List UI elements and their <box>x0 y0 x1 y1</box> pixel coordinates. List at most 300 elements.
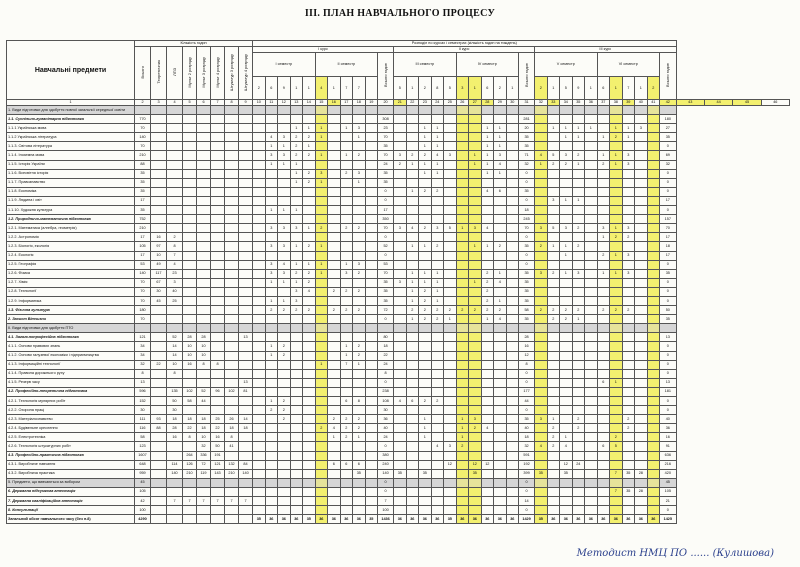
hours-cell <box>211 187 225 196</box>
week-hours-cell <box>597 424 610 433</box>
week-hours-cell <box>290 233 303 242</box>
course-total-cell: 13 <box>660 333 676 342</box>
course-total-cell: 17 <box>660 251 676 260</box>
week-hours-cell <box>278 469 291 478</box>
week-hours-cell <box>585 196 598 205</box>
week-hours-cell <box>610 424 623 433</box>
week-hours-cell <box>506 360 519 369</box>
hours-cell <box>211 115 225 124</box>
week-hours-cell: 36 <box>265 515 278 524</box>
week-hours-cell <box>278 433 291 442</box>
week-hours-cell <box>315 233 328 242</box>
hours-cell <box>167 151 183 160</box>
subject-name: 2. Захист Вітчизни <box>7 315 135 324</box>
hours-cell: 752 <box>135 215 151 224</box>
week-hours-cell <box>394 342 407 351</box>
hours-cell <box>225 306 239 315</box>
week-hours-cell <box>353 296 366 305</box>
week-hours-cell <box>572 296 585 305</box>
week-hours-cell <box>610 360 623 369</box>
week-hours-cell <box>456 351 469 360</box>
week-hours-cell: 1 <box>431 142 444 151</box>
week-hours-cell <box>431 469 444 478</box>
hours-cell <box>183 306 197 315</box>
table-row <box>7 442 790 451</box>
week-hours-cell: 2 <box>597 251 610 260</box>
week-hours-cell: 3 <box>265 224 278 233</box>
week-hours-cell: 1 <box>494 169 507 178</box>
week-hours-cell <box>278 487 291 496</box>
week-hours-cell <box>444 206 457 215</box>
subject-name: 5. Предмети, що вивчаються за вибором <box>7 478 135 487</box>
hours-cell: 45 <box>151 296 167 305</box>
week-hours-cell <box>419 478 432 487</box>
week-hours-cell: 1 <box>610 151 623 160</box>
week-hours-cell <box>406 487 419 496</box>
hours-cell: 111 <box>135 415 151 424</box>
week-hours-cell <box>622 333 635 342</box>
week-hours-cell <box>328 224 341 233</box>
week-hours-cell <box>419 196 432 205</box>
hours-cell <box>225 224 239 233</box>
course-total-cell: 0 <box>519 487 535 496</box>
week-hours-cell <box>494 406 507 415</box>
week-hours-cell <box>635 433 648 442</box>
column-number: 31 <box>519 100 535 106</box>
week-hours-cell <box>572 469 585 478</box>
week-hours-cell <box>253 224 266 233</box>
hours-cell: 3 <box>167 278 183 287</box>
week-hours-cell <box>597 242 610 251</box>
week-hours-cell <box>365 251 378 260</box>
week-hours-cell <box>328 387 341 396</box>
week-hours-cell <box>647 442 660 451</box>
week-hours-cell: 2 <box>431 315 444 324</box>
week-hours-cell <box>253 287 266 296</box>
hours-cell <box>183 124 197 133</box>
week-hours-cell <box>535 460 548 469</box>
week-hours-cell: 3 <box>622 151 635 160</box>
course-total-cell: 0 <box>660 342 676 351</box>
week-hours-cell <box>253 269 266 278</box>
week-hours-cell <box>353 187 366 196</box>
week-hours-cell: 3 <box>290 296 303 305</box>
week-hours-cell <box>290 196 303 205</box>
week-hours-cell: 3 <box>560 224 573 233</box>
week-hours-cell <box>253 424 266 433</box>
week-hours-cell <box>353 206 366 215</box>
week-hours-cell <box>419 360 432 369</box>
week-hours-cell <box>506 287 519 296</box>
week-hours-cell <box>597 451 610 460</box>
week-hours-cell <box>315 160 328 169</box>
week-hours-cell <box>494 497 507 506</box>
week-hours-cell <box>365 460 378 469</box>
week-hours-cell <box>572 287 585 296</box>
course-total-cell: 0 <box>378 233 394 242</box>
week-hours-cell: 1 <box>572 196 585 205</box>
subject-name: 4.2. Професійно-теоретична підготовка <box>7 387 135 396</box>
hours-cell: 121 <box>211 460 225 469</box>
week-hours-cell: 7 <box>610 469 623 478</box>
course-total-cell: 0 <box>519 251 535 260</box>
week-hours-cell <box>253 478 266 487</box>
week-hours-cell <box>419 460 432 469</box>
week-hours-cell <box>315 251 328 260</box>
week-hours-cell <box>610 387 623 396</box>
hours-cell <box>197 369 211 378</box>
course-total-cell: 100 <box>378 506 394 515</box>
week-hours-cell: 1 <box>547 415 560 424</box>
week-hours-cell <box>535 233 548 242</box>
plan-table-header <box>7 41 790 106</box>
week-hours-cell <box>506 415 519 424</box>
hours-cell <box>225 506 239 515</box>
week-hours-cell <box>635 242 648 251</box>
hours-cell: 81 <box>239 387 253 396</box>
week-hours-cell <box>635 315 648 324</box>
week-hours-cell: 35 <box>394 469 407 478</box>
hours-cell <box>225 378 239 387</box>
week-hours-cell <box>535 342 548 351</box>
week-hours-cell: 1 <box>560 242 573 251</box>
week-hours-cell <box>265 315 278 324</box>
week-hours-cell <box>253 260 266 269</box>
week-hours-cell: 1 <box>406 315 419 324</box>
course-total-cell: 35 <box>378 169 394 178</box>
week-hours-cell <box>365 478 378 487</box>
column-number: 19 <box>365 100 378 106</box>
week-hours-cell <box>597 115 610 124</box>
week-hours-cell <box>635 351 648 360</box>
week-hours-cell <box>394 106 407 115</box>
week-hours-cell: 2 <box>278 342 291 351</box>
week-hours-cell: 36 <box>431 515 444 524</box>
week-hours-cell: 2 <box>353 287 366 296</box>
course-total-cell: 21 <box>660 497 676 506</box>
week-hours-cell <box>353 506 366 515</box>
course-total-cell: 70 <box>378 133 394 142</box>
hours-cell: 72 <box>197 460 211 469</box>
hours-cell: 32 <box>197 442 211 451</box>
week-hours-cell <box>469 269 482 278</box>
hours-cell: 84 <box>239 460 253 469</box>
week-hours-cell <box>419 106 432 115</box>
table-row <box>7 424 790 433</box>
week-hours-cell: 2 <box>597 306 610 315</box>
table-row <box>7 115 790 124</box>
hours-col-label: Мульт 3 розряду <box>200 56 206 88</box>
hours-cell: 8 <box>167 369 183 378</box>
week-hours-cell <box>535 187 548 196</box>
hours-cell <box>239 215 253 224</box>
course-total-cell: 35 <box>660 269 676 278</box>
week-hours-cell <box>253 315 266 324</box>
week-hours-cell <box>647 451 660 460</box>
hours-cell <box>239 260 253 269</box>
week-hours-cell <box>506 106 519 115</box>
hours-cell <box>167 378 183 387</box>
week-hours-cell <box>365 506 378 515</box>
week-hours-cell <box>494 451 507 460</box>
hours-cell: 70 <box>135 142 151 151</box>
week-hours-cell: 1 <box>494 124 507 133</box>
subject-name: 1. Види підготовки для здобуття повної загальної середньої освіти <box>7 106 135 115</box>
week-hours-cell: 2 <box>547 315 560 324</box>
week-hours-cell <box>622 215 635 224</box>
hours-cell: 58 <box>183 397 197 406</box>
week-hours-cell: 1 <box>303 124 316 133</box>
subject-name: 4.2.2. Охорона праці <box>7 406 135 415</box>
week-hours-cell <box>469 178 482 187</box>
hours-col-header <box>239 47 253 100</box>
week-hours-cell <box>622 187 635 196</box>
week-hours-cell <box>456 469 469 478</box>
course-total-cell: 0 <box>378 378 394 387</box>
subject-name: 1.2.1. Математика (алгебра, геометрія) <box>7 224 135 233</box>
week-hours-cell: 2 <box>494 242 507 251</box>
week-hours-cell: 3 <box>290 287 303 296</box>
week-hours-cell: 1 <box>560 269 573 278</box>
hours-cell <box>225 324 239 333</box>
week-hours-cell <box>622 324 635 333</box>
week-hours-cell <box>353 215 366 224</box>
week-hours-cell <box>419 233 432 242</box>
table-row <box>7 460 790 469</box>
week-hours-cell <box>456 178 469 187</box>
week-hours-cell <box>253 460 266 469</box>
hours-cell <box>197 106 211 115</box>
week-hours-cell <box>597 169 610 178</box>
hours-cell <box>225 487 239 496</box>
table-row <box>7 160 790 169</box>
hours-cell <box>239 406 253 415</box>
course-total-cell: 18 <box>378 342 394 351</box>
course-total-cell: 32 <box>660 160 676 169</box>
week-hours-cell: 4 <box>481 224 494 233</box>
week-hours-cell <box>278 169 291 178</box>
course-total-cell: 0 <box>660 142 676 151</box>
week-hours-cell: 3 <box>622 224 635 233</box>
week-hours-cell: 1 <box>419 433 432 442</box>
week-hours-cell <box>303 187 316 196</box>
hours-cell <box>151 369 167 378</box>
hours-cell <box>183 296 197 305</box>
hours-cell: 7 <box>197 497 211 506</box>
week-hours-cell <box>290 333 303 342</box>
week-hours-cell <box>253 497 266 506</box>
hours-cell: 88 <box>151 424 167 433</box>
hours-cell <box>167 206 183 215</box>
week-hours-cell <box>597 287 610 296</box>
week-hours-cell <box>419 506 432 515</box>
week-hours-cell <box>365 215 378 224</box>
week-hours-cell <box>431 260 444 269</box>
week-hours-cell: 36 <box>610 515 623 524</box>
hours-cell <box>225 242 239 251</box>
week-hours-cell: 1 <box>265 351 278 360</box>
hours-cell <box>239 324 253 333</box>
course-total-cell: 0 <box>660 206 676 215</box>
week-hours-cell <box>315 351 328 360</box>
week-hours-cell: 36 <box>469 515 482 524</box>
week-hours-cell: 2 <box>419 306 432 315</box>
week-hours-cell <box>494 487 507 496</box>
week-hours-cell: 1 <box>572 124 585 133</box>
week-hours-cell <box>303 387 316 396</box>
course-total-cell: 35 <box>378 287 394 296</box>
week-hours-cell <box>622 351 635 360</box>
week-hours-cell <box>597 278 610 287</box>
week-hours-cell: 1 <box>406 287 419 296</box>
hours-cell: 7 <box>167 251 183 260</box>
week-hours-cell <box>585 487 598 496</box>
week-hours-cell: 4 <box>494 315 507 324</box>
week-hours-cell: 1 <box>431 160 444 169</box>
hours-cell: 97 <box>151 242 167 251</box>
week-hours-cell <box>253 469 266 478</box>
week-hours-cell <box>278 378 291 387</box>
week-hours-cell <box>506 233 519 242</box>
week-hours-cell <box>431 460 444 469</box>
week-hours-cell <box>506 451 519 460</box>
week-hours-cell <box>444 278 457 287</box>
week-hours-cell: 3 <box>494 151 507 160</box>
week-hours-cell <box>394 387 407 396</box>
subject-name: 1.1.6. Всесвітня історія <box>7 169 135 178</box>
week-hours-cell: 35 <box>253 515 266 524</box>
table-row <box>7 187 790 196</box>
week-hours-cell <box>406 424 419 433</box>
week-count: 1 <box>610 77 623 100</box>
week-hours-cell <box>585 242 598 251</box>
week-hours-cell <box>597 497 610 506</box>
hours-cell <box>183 278 197 287</box>
week-hours-cell <box>419 251 432 260</box>
hours-cell <box>183 224 197 233</box>
column-number: 5 <box>183 100 197 106</box>
week-hours-cell: 1 <box>265 142 278 151</box>
week-hours-cell <box>290 315 303 324</box>
hours-cell <box>239 351 253 360</box>
week-hours-cell <box>481 251 494 260</box>
week-hours-cell <box>365 324 378 333</box>
hours-cell <box>211 315 225 324</box>
week-hours-cell: 2 <box>353 269 366 278</box>
week-hours-cell <box>456 278 469 287</box>
week-hours-cell <box>547 287 560 296</box>
week-hours-cell <box>560 187 573 196</box>
week-hours-cell <box>328 487 341 496</box>
week-hours-cell <box>635 424 648 433</box>
week-hours-cell: 2 <box>353 306 366 315</box>
week-hours-cell <box>328 196 341 205</box>
week-hours-cell <box>394 233 407 242</box>
hours-cell: 70 <box>135 315 151 324</box>
week-hours-cell <box>444 397 457 406</box>
week-hours-cell <box>647 424 660 433</box>
week-hours-cell <box>406 451 419 460</box>
course-total-cell: 0 <box>378 196 394 205</box>
week-hours-cell <box>406 406 419 415</box>
week-hours-cell <box>278 215 291 224</box>
column-number: 11 <box>265 100 278 106</box>
hours-cell: 8 <box>135 369 151 378</box>
week-hours-cell <box>647 351 660 360</box>
hours-cell <box>211 378 225 387</box>
week-hours-cell <box>610 315 623 324</box>
subject-name: 4.1. Загальнопрофесійна підготовка <box>7 333 135 342</box>
hours-cell: 102 <box>225 387 239 396</box>
course-total-cell: 1425 <box>660 515 676 524</box>
week-hours-cell <box>303 106 316 115</box>
week-hours-cell <box>444 333 457 342</box>
hours-cell <box>197 224 211 233</box>
week-hours-cell <box>406 124 419 133</box>
week-hours-cell <box>481 324 494 333</box>
week-hours-cell: 2 <box>560 315 573 324</box>
hours-cell <box>183 515 197 524</box>
column-number: 6 <box>197 100 211 106</box>
week-hours-cell <box>265 333 278 342</box>
course-total-cell: 0 <box>519 169 535 178</box>
week-hours-cell <box>394 142 407 151</box>
week-hours-cell: 3 <box>353 124 366 133</box>
week-hours-cell: 1 <box>353 360 366 369</box>
hours-cell: 88 <box>135 160 151 169</box>
week-hours-cell: 2 <box>315 424 328 433</box>
week-hours-cell <box>265 178 278 187</box>
week-hours-cell <box>303 506 316 515</box>
week-hours-cell <box>506 133 519 142</box>
hours-cell <box>197 178 211 187</box>
week-hours-cell: 2 <box>290 306 303 315</box>
subject-name: 1.1.8. Економіка <box>7 187 135 196</box>
week-hours-cell <box>622 106 635 115</box>
week-hours-cell <box>278 424 291 433</box>
column-number: 22 <box>406 100 419 106</box>
table-row <box>7 169 790 178</box>
course-total-cell: 18 <box>519 433 535 442</box>
subject-name: 1.2.5. Географія <box>7 260 135 269</box>
week-hours-cell <box>253 433 266 442</box>
hours-col-header <box>151 47 167 100</box>
week-hours-cell: 36 <box>406 515 419 524</box>
week-hours-cell <box>535 360 548 369</box>
hours-cell: 116 <box>135 424 151 433</box>
week-hours-cell: 2 <box>419 287 432 296</box>
week-hours-cell <box>419 497 432 506</box>
week-hours-cell <box>353 115 366 124</box>
hours-cell: 336 <box>197 451 211 460</box>
week-hours-cell: 1 <box>610 251 623 260</box>
week-hours-cell <box>444 187 457 196</box>
week-hours-cell <box>290 187 303 196</box>
hours-cell: 30 <box>135 406 151 415</box>
week-hours-cell <box>469 478 482 487</box>
week-hours-cell: 2 <box>481 269 494 278</box>
week-hours-cell <box>572 451 585 460</box>
week-hours-cell <box>635 287 648 296</box>
hours-cell: 132 <box>225 460 239 469</box>
course-total-cell: 45 <box>660 478 676 487</box>
week-hours-cell <box>315 478 328 487</box>
week-hours-cell <box>506 478 519 487</box>
week-hours-cell: 1 <box>419 124 432 133</box>
week-hours-cell <box>585 369 598 378</box>
week-hours-cell <box>506 206 519 215</box>
week-hours-cell <box>647 251 660 260</box>
